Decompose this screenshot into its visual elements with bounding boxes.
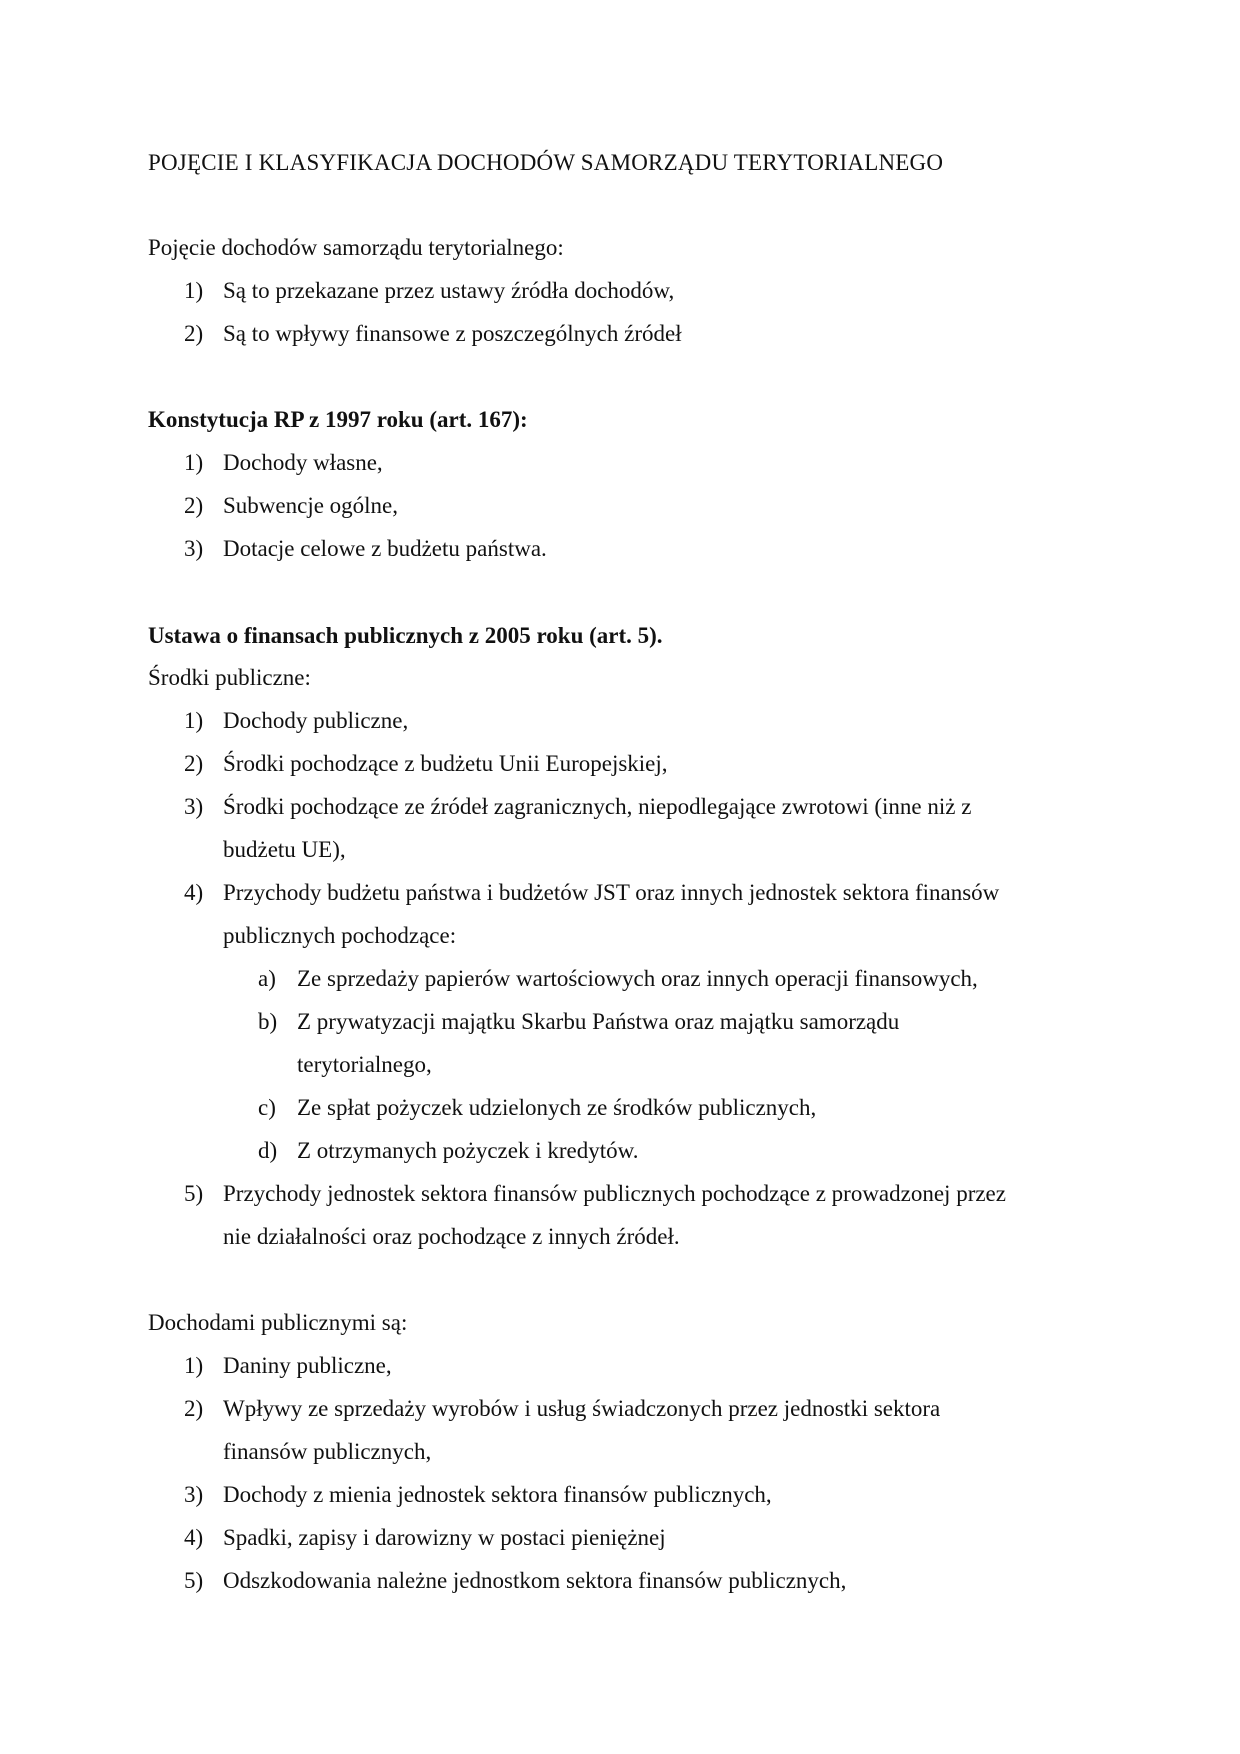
list-item-number: 3): [184, 536, 204, 561]
list-item-number: 2): [184, 751, 204, 776]
sublist-item-letter: a): [258, 966, 276, 991]
list-item-number: 3): [184, 1482, 204, 1507]
list-item-number: 2): [184, 1396, 204, 1421]
list-item-number: 5): [184, 1181, 204, 1206]
section1-intro: Pojęcie dochodów samorządu terytorialnego:: [148, 235, 564, 260]
section3-intro: Środki publiczne:: [148, 665, 311, 690]
list-item: Spadki, zapisy i darowizny w postaci pieniężnej: [223, 1525, 666, 1550]
list-item-number: 1): [184, 450, 204, 475]
sublist-item-letter: b): [258, 1009, 278, 1034]
list-item-continuation: finansów publicznych,: [223, 1439, 432, 1464]
document-title: POJĘCIE I KLASYFIKACJA DOCHODÓW SAMORZĄDU TERYTORIALNEGO: [148, 150, 944, 175]
sublist-item-letter: c): [258, 1095, 276, 1120]
section3-heading: Ustawa o finansach publicznych z 2005 roku (art. 5).: [148, 623, 663, 648]
sublist-item-letter: d): [258, 1138, 278, 1163]
list-item: Są to przekazane przez ustawy źródła dochodów,: [223, 278, 675, 303]
list-item-continuation: budżetu UE),: [223, 837, 346, 862]
list-item-continuation: publicznych pochodzące:: [223, 923, 457, 948]
sublist-item: Ze spłat pożyczek udzielonych ze środków publicznych,: [297, 1095, 817, 1120]
list-item-continuation: nie działalności oraz pochodzące z innych źródeł.: [223, 1224, 680, 1249]
sublist-item: Z prywatyzacji majątku Skarbu Państwa oraz majątku samorządu: [297, 1009, 900, 1034]
list-item: Odszkodowania należne jednostkom sektora finansów publicznych,: [223, 1568, 847, 1593]
list-item: Daniny publiczne,: [223, 1353, 392, 1378]
list-item-number: 4): [184, 880, 204, 905]
list-item-number: 1): [184, 1353, 204, 1378]
list-item: Dotacje celowe z budżetu państwa.: [223, 536, 547, 561]
list-item: Przychody budżetu państwa i budżetów JST oraz innych jednostek sektora finansów: [223, 880, 1000, 905]
list-item: Dochody publiczne,: [223, 708, 409, 733]
section2-heading: Konstytucja RP z 1997 roku (art. 167):: [148, 407, 528, 432]
list-item: Dochody z mienia jednostek sektora finansów publicznych,: [223, 1482, 772, 1507]
list-item-number: 1): [184, 708, 204, 733]
sublist-item: Ze sprzedaży papierów wartościowych oraz innych operacji finansowych,: [297, 966, 978, 991]
list-item-number: 1): [184, 278, 204, 303]
list-item: Dochody własne,: [223, 450, 383, 475]
list-item-number: 5): [184, 1568, 204, 1593]
section4-intro: Dochodami publicznymi są:: [148, 1310, 408, 1335]
list-item-number: 2): [184, 321, 204, 346]
list-item: Wpływy ze sprzedaży wyrobów i usług świadczonych przez jednostki sektora: [223, 1396, 941, 1421]
list-item: Są to wpływy finansowe z poszczególnych źródeł: [223, 321, 682, 346]
list-item: Środki pochodzące ze źródeł zagranicznych, niepodlegające zwrotowi (inne niż z: [223, 794, 972, 819]
list-item: Subwencje ogólne,: [223, 493, 399, 518]
sublist-item-continuation: terytorialnego,: [297, 1052, 432, 1077]
list-item-number: 4): [184, 1525, 204, 1550]
sublist-item: Z otrzymanych pożyczek i kredytów.: [297, 1138, 639, 1163]
list-item-number: 2): [184, 493, 204, 518]
list-item: Środki pochodzące z budżetu Unii Europejskiej,: [223, 751, 668, 776]
list-item: Przychody jednostek sektora finansów publicznych pochodzące z prowadzonej przez: [223, 1181, 1006, 1206]
list-item-number: 3): [184, 794, 204, 819]
